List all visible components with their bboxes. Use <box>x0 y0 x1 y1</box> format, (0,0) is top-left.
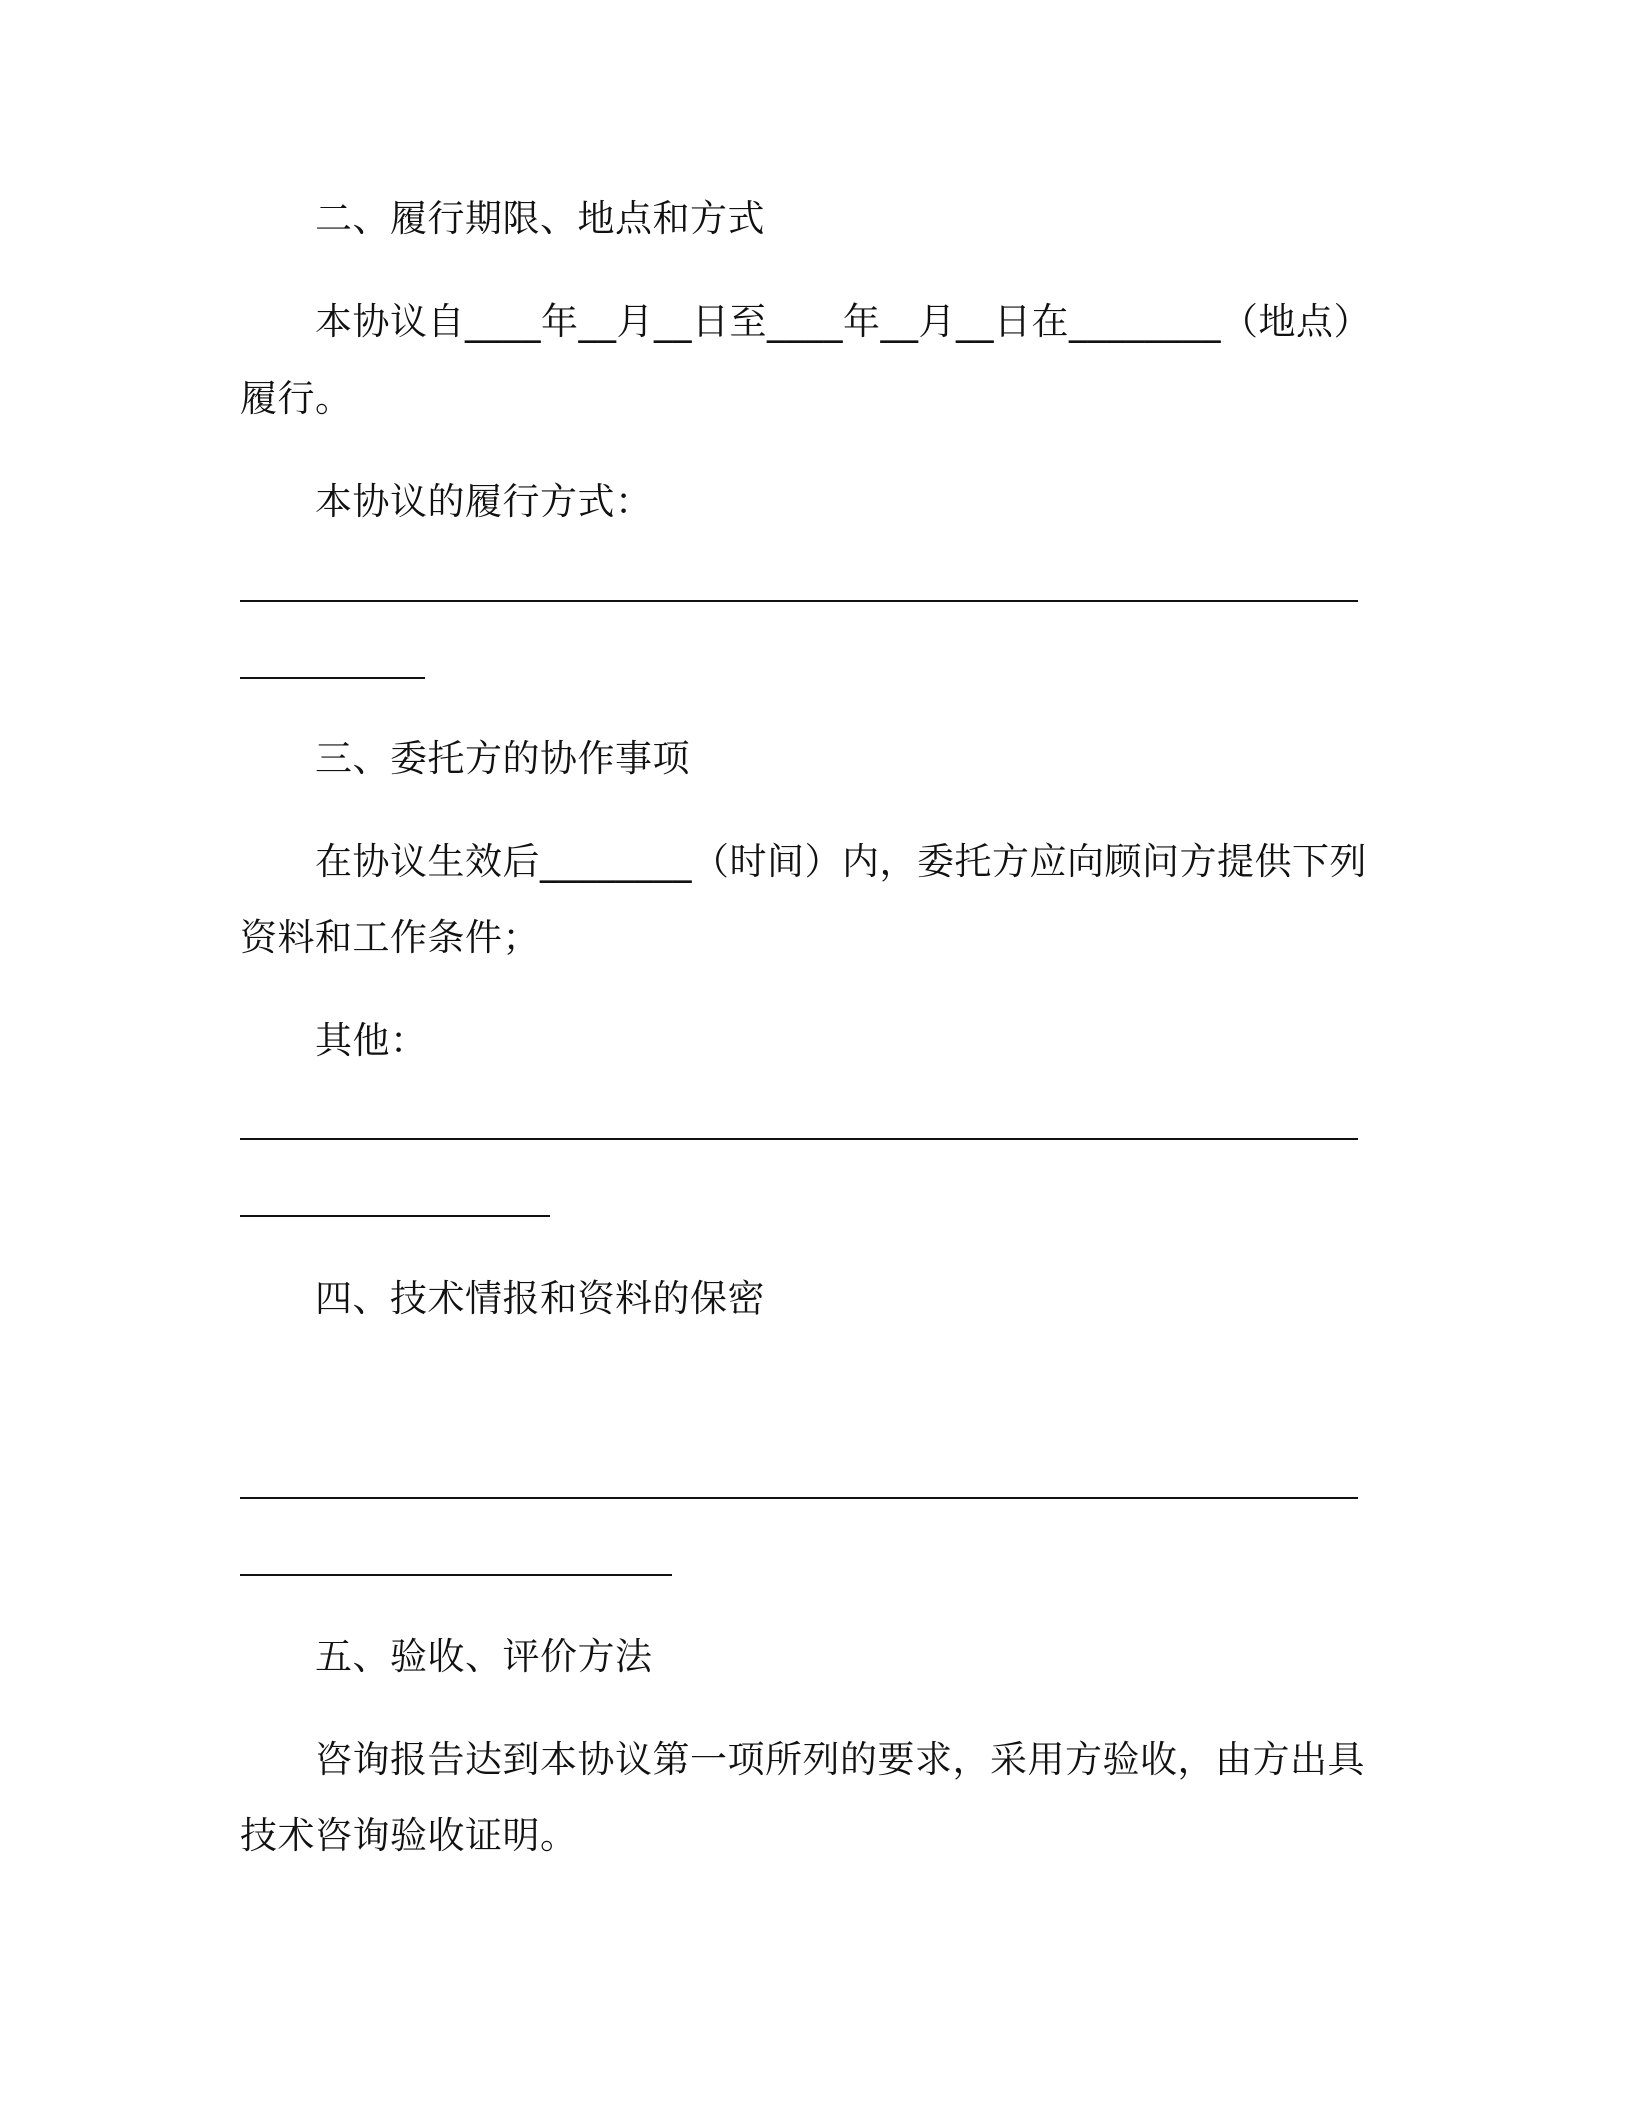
blank-fill-line <box>240 1138 1358 1140</box>
blank-fill-line <box>240 600 1358 602</box>
section-3-para-line-1: 在协议生效后________（时间）内，委托方应向顾问方提供下列 <box>315 840 1367 883</box>
section-2-heading: 二、履行期限、地点和方式 <box>315 197 765 240</box>
blank-fill-line <box>240 677 425 679</box>
blank-fill-line <box>240 1497 1358 1499</box>
section-3-para-line-2: 资料和工作条件； <box>240 916 540 959</box>
section-2-method-label: 本协议的履行方式： <box>315 480 653 523</box>
section-5-para-line-2: 技术咨询验收证明。 <box>240 1814 578 1857</box>
section-5-heading: 五、验收、评价方法 <box>315 1635 653 1678</box>
blank-fill-line <box>240 1574 672 1576</box>
section-3-other-label: 其他： <box>315 1019 428 1062</box>
section-2-term-line-2: 履行。 <box>240 377 353 420</box>
section-2-term-line-1: 本协议自____年__月__日至____年__月__日在________（地点） <box>315 300 1371 343</box>
blank-fill-line <box>240 1215 550 1217</box>
section-3-heading: 三、委托方的协作事项 <box>315 737 690 780</box>
section-5-para-line-1: 咨询报告达到本协议第一项所列的要求，采用方验收，由方出具 <box>315 1738 1365 1781</box>
section-4-heading: 四、技术情报和资料的保密 <box>315 1277 765 1320</box>
